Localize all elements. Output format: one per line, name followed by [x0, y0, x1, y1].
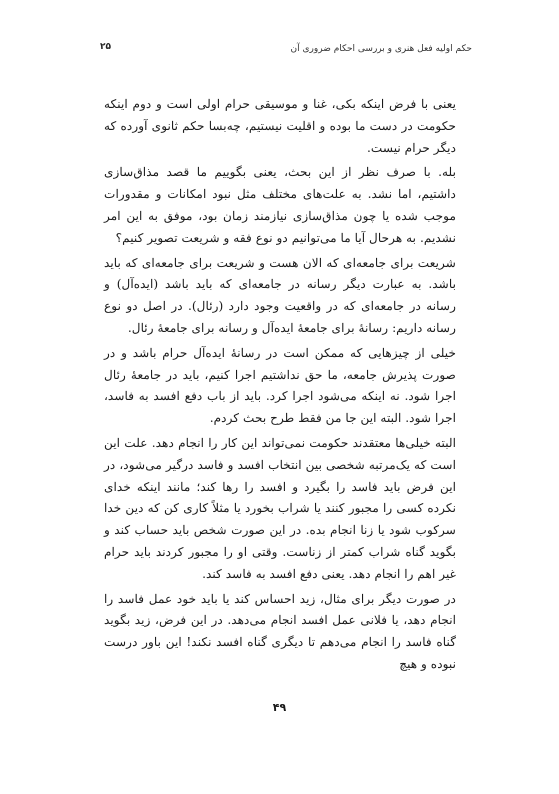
- paragraph: خیلی از چیزهایی که ممکن است در رسانهٔ ایده‌آل حرام باشد و در صورت پذیرش جامعه، ما حق نداشتیم اجرا کنیم، باید در جامعهٔ رئال اجرا شود. نه اینکه می‌شود اجرا کرد. باید از باب دفع افسد به فاسد، اجرا شود. البته این جا من فقط طرح بحث کردم.: [104, 345, 456, 426]
- page-number: ۴۹: [272, 701, 287, 714]
- paragraph: در صورت دیگر برای مثال، زید احساس کند یا باید خود عمل فاسد را انجام دهد، یا فلانی عمل افسد انجام می‌دهد. در این فرض، زید بگوید گناه فاسد را انجام می‌دهم تا دیگری گناه افسد نکند! این باور درست نبوده و هیچ: [104, 591, 456, 671]
- paragraph: شریعت برای جامعه‌ای که الان هست و شریعت برای جامعه‌ای که باید باشد. به عبارت دیگر رسانه در جامعه‌ای که باید باشد (ایده‌آل) و رسانه در جامعه‌ای که در واقعیت وجود دارد (رئال). در اصل دو نوع رسانه داریم: رسانهٔ برای جامعهٔ ایده‌آل و رسانه برای جامعهٔ رئال.: [104, 255, 456, 335]
- paragraph: یعنی با فرض اینکه بکی، غنا و موسیقی حرام اولی است و دوم اینکه حکومت در دست ما بوده و اقلیت نیستیم، چه‌بسا حکم ثانوی آورده که دیگر حرام نیست.: [104, 97, 456, 155]
- header-page-number: ۲۵: [100, 42, 111, 52]
- running-header: حکم اولیه فعل هنری و بررسی احکام ضروری آن: [290, 44, 472, 54]
- body-text: [104, 94, 456, 679]
- paragraph: البته خیلی‌ها معتقدند حکومت نمی‌تواند این کار را انجام دهد. علت این است که یک‌مرتبه شخصی بین انتخاب افسد و فاسد درگیر می‌شود، در این فرض باید فاسد را بگیرد و افسد را رها کند؛ مانند اینکه خدای نکرده کسی را مجبور کنند یا شراب بخورد یا مثلاً کاری کن که دین خدا سرکوب شود یا زنا انجام بده. در این صورت شخص باید حساب کند و بگوید گناه شراب کمتر از زناست. وقتی او را مجبور کردند باید حرام غیر اهم را انجام دهد. یعنی دفع افسد به فاسد کند.: [104, 435, 456, 581]
- paragraph: بله. با صرف نظر از این بحث، یعنی بگوییم ما قصد مذاق‌سازی داشتیم، اما نشد. به علت‌های مختلف مثل نبود امکانات و مقدورات موجب شده یا چون مذاق‌سازی نیازمند زمان بود، موفق به این امر نشدیم. به هرحال آیا ما می‌توانیم دو نوع فقه و شریعت تصویر کنیم؟: [104, 165, 456, 245]
